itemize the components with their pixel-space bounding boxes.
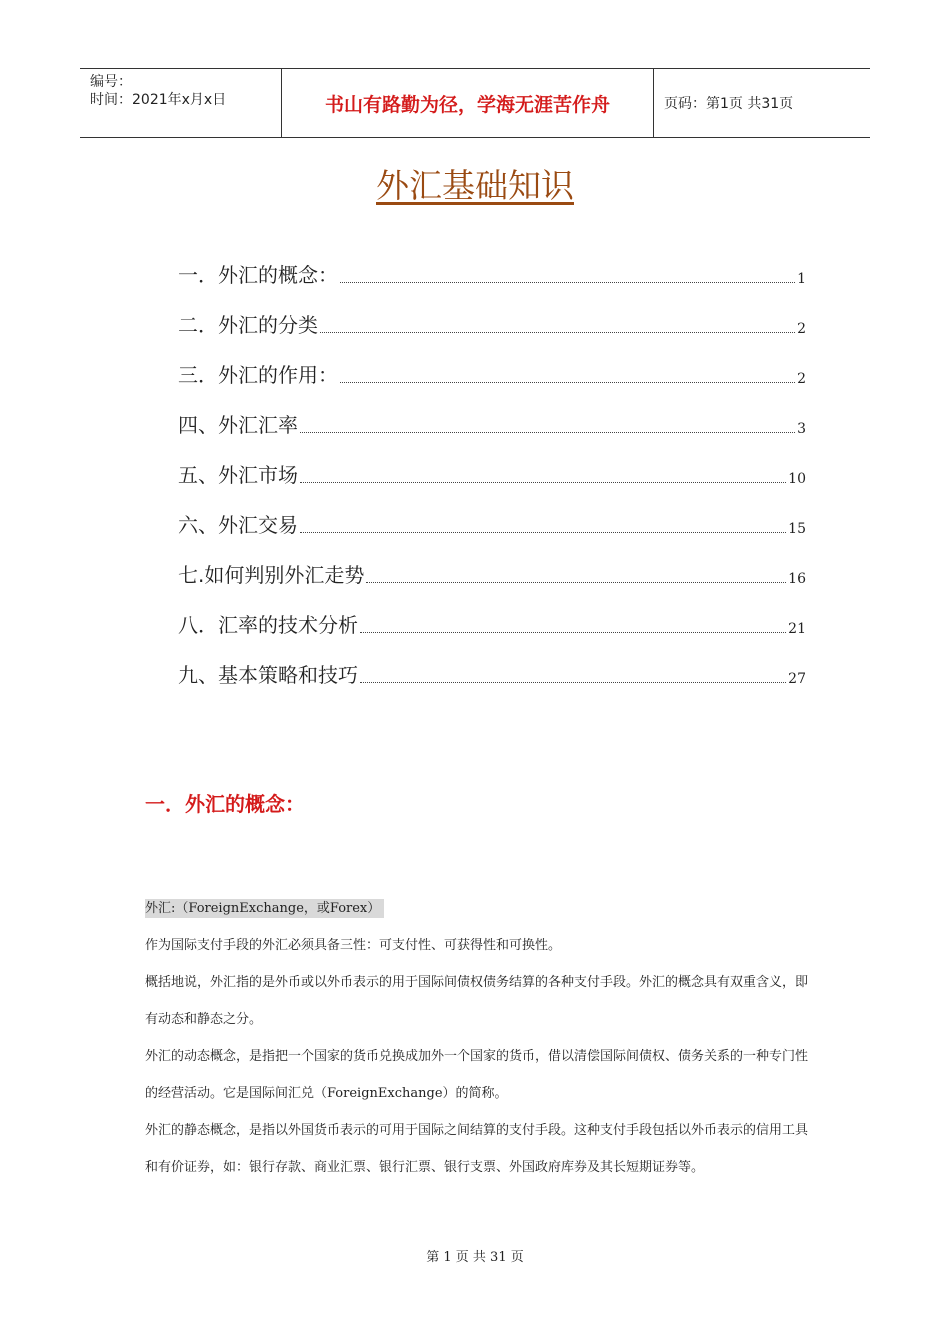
toc-page: 2 [797, 371, 806, 387]
toc-leader [366, 582, 786, 583]
highlighted-term: 外汇:（ForeignExchange，或Forex） [145, 899, 384, 918]
toc-label: 四、外汇汇率 [178, 413, 298, 437]
toc-leader [360, 682, 786, 683]
toc-leader [300, 482, 786, 483]
toc-label: 九、基本策略和技巧 [178, 663, 358, 687]
toc-page: 10 [788, 471, 806, 487]
toc-label: 二．外汇的分类 [178, 313, 318, 337]
toc-leader [340, 282, 795, 283]
header-left-cell [80, 69, 282, 137]
toc-label: 五、外汇市场 [178, 463, 298, 487]
toc-page: 21 [788, 621, 806, 637]
section-heading: 一．外汇的概念： [145, 792, 305, 816]
paragraph: 外汇的动态概念，是指把一个国家的货币兑换成加外一个国家的货币，借以清偿国际间债权、债务关系的一种专门性的经营活动。它是国际间汇兑（ForeignExchange）的简称。 [145, 1049, 809, 1101]
toc-leader [300, 532, 786, 533]
toc-entry[interactable] [178, 588, 806, 638]
toc-entry[interactable] [178, 638, 806, 688]
toc-entry[interactable] [178, 338, 806, 388]
motto: 书山有路勤为径，学海无涯苦作舟 [282, 69, 654, 137]
toc-page: 2 [797, 321, 806, 337]
toc-leader [320, 332, 795, 333]
header-table [80, 68, 870, 138]
toc-entry[interactable] [178, 538, 806, 588]
toc-page: 16 [788, 571, 806, 587]
paragraph: 外汇的静态概念，是指以外国货币表示的可用于国际之间结算的支付手段。这种支付手段包括以外币表示的信用工具和有价证券，如：银行存款、商业汇票、银行汇票、银行支票、外国政府库券及其长短期证券等。 [145, 1123, 809, 1175]
document-title: 外汇基础知识 [376, 166, 574, 205]
toc-label: 一．外汇的概念： [178, 263, 338, 287]
toc-label: 三．外汇的作用： [178, 363, 338, 387]
toc-page: 3 [797, 421, 806, 437]
page-info: 页码：第1页 共31页 [664, 96, 794, 112]
toc-leader [340, 382, 795, 383]
toc-entry[interactable] [178, 238, 806, 288]
toc-page: 15 [788, 521, 806, 537]
paragraph: 作为国际支付手段的外汇必须具备三性：可支付性、可获得性和可换性。 [145, 938, 562, 953]
paragraph: 概括地说，外汇指的是外币或以外币表示的用于国际间债权债务结算的各种支付手段。外汇的概念具有双重含义，即有动态和静态之分。 [145, 975, 809, 1027]
toc-label: 六、外汇交易 [178, 513, 298, 537]
page-footer: 第 1 页 共 31 页 [426, 1250, 524, 1265]
toc-entry[interactable] [178, 288, 806, 338]
toc-label: 八．汇率的技术分析 [178, 613, 358, 637]
toc-entry[interactable] [178, 388, 806, 438]
toc-page: 1 [797, 271, 806, 287]
toc-entry[interactable] [178, 488, 806, 538]
toc-label: 七.如何判别外汇走势 [178, 563, 365, 587]
toc-leader [300, 432, 795, 433]
toc-leader [360, 632, 786, 633]
table-of-contents [178, 238, 806, 688]
paragraph [145, 890, 810, 927]
time-label: 时间：2021年x月x日 [90, 92, 227, 108]
toc-page: 27 [788, 671, 806, 687]
serial-label: 编号： [90, 74, 132, 90]
section-body [145, 890, 810, 1186]
toc-entry[interactable] [178, 438, 806, 488]
